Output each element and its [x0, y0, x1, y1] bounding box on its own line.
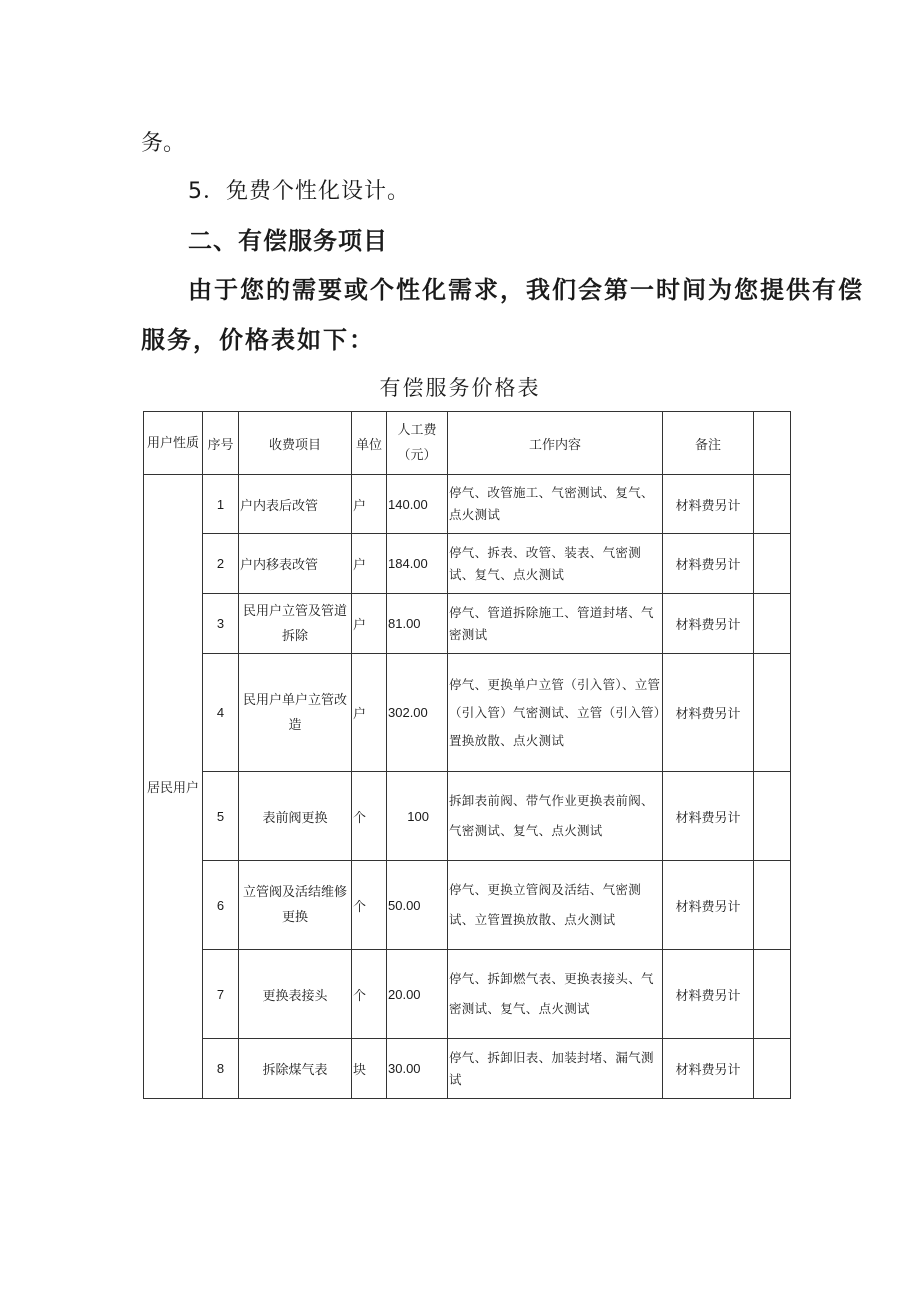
header-item: 收费项目 — [239, 412, 352, 475]
cell-fee: 184.00 — [387, 534, 448, 594]
cell-work: 停气、拆表、改管、装表、气密测试、复气、点火测试 — [448, 534, 663, 594]
cell-seq: 4 — [203, 654, 239, 772]
cell-fee: 81.00 — [387, 594, 448, 654]
cell-seq: 5 — [203, 772, 239, 861]
table-title: 有偿服务价格表 — [379, 376, 541, 400]
cell-work: 停气、拆卸燃气表、更换表接头、气密测试、复气、点火测试 — [448, 950, 663, 1039]
cell-seq: 3 — [203, 594, 239, 654]
table-header-row — [144, 412, 791, 475]
cell-fee: 30.00 — [387, 1039, 448, 1099]
header-extra — [754, 412, 791, 475]
cell-seq: 7 — [203, 950, 239, 1039]
header-seq: 序号 — [203, 412, 239, 475]
cell-fee: 140.00 — [387, 475, 448, 534]
section-heading: 二、有偿服务项目 — [188, 227, 388, 255]
cell-seq: 8 — [203, 1039, 239, 1099]
table-row — [144, 594, 791, 654]
cell-extra — [754, 654, 791, 772]
cell-remark: 材料费另计 — [663, 654, 754, 772]
cell-work: 停气、更换立管阀及活结、气密测试、立管置换放散、点火测试 — [448, 861, 663, 950]
cell-work: 停气、改管施工、气密测试、复气、点火测试 — [448, 475, 663, 534]
header-unit: 单位 — [352, 412, 387, 475]
header-labor-fee: 人工费（元） — [387, 412, 448, 475]
paragraph-line: 务。 — [141, 131, 186, 156]
list-item-free-design: 5．免费个性化设计。 — [188, 179, 410, 204]
table-row — [144, 861, 791, 950]
cell-unit: 个 — [352, 950, 387, 1039]
cell-remark: 材料费另计 — [663, 772, 754, 861]
table-row — [144, 772, 791, 861]
table-row — [144, 950, 791, 1039]
cell-extra — [754, 1039, 791, 1099]
cell-unit: 户 — [352, 654, 387, 772]
cell-fee: 50.00 — [387, 861, 448, 950]
cell-item: 户内移表改管 — [239, 534, 352, 594]
cell-fee: 302.00 — [387, 654, 448, 772]
header-work: 工作内容 — [448, 412, 663, 475]
cell-extra — [754, 594, 791, 654]
cell-seq: 1 — [203, 475, 239, 534]
cell-extra — [754, 772, 791, 861]
cell-extra — [754, 861, 791, 950]
cell-remark: 材料费另计 — [663, 1039, 754, 1099]
cell-item: 民用户单户立管改造 — [239, 654, 352, 772]
paragraph-line: 由于您的需要或个性化需求，我们会第一时间为您提供有偿 — [188, 276, 864, 304]
cell-work: 停气、管道拆除施工、管道封堵、气密测试 — [448, 594, 663, 654]
cell-unit: 块 — [352, 1039, 387, 1099]
cell-unit: 户 — [352, 594, 387, 654]
cell-remark: 材料费另计 — [663, 861, 754, 950]
header-user-type: 用户性质 — [144, 412, 203, 475]
header-remark: 备注 — [663, 412, 754, 475]
cell-item: 拆除煤气表 — [239, 1039, 352, 1099]
cell-unit: 个 — [352, 772, 387, 861]
price-table — [143, 411, 791, 1099]
cell-unit: 户 — [352, 475, 387, 534]
cell-item: 更换表接头 — [239, 950, 352, 1039]
cell-extra — [754, 475, 791, 534]
cell-extra — [754, 950, 791, 1039]
cell-remark: 材料费另计 — [663, 534, 754, 594]
cell-seq: 2 — [203, 534, 239, 594]
cell-seq: 6 — [203, 861, 239, 950]
cell-item: 表前阀更换 — [239, 772, 352, 861]
table-row — [144, 654, 791, 772]
cell-extra — [754, 534, 791, 594]
cell-user-type: 居民用户 — [144, 475, 203, 1099]
table-row — [144, 1039, 791, 1099]
cell-remark: 材料费另计 — [663, 950, 754, 1039]
cell-unit: 个 — [352, 861, 387, 950]
cell-item: 民用户立管及管道拆除 — [239, 594, 352, 654]
paragraph-line: 服务，价格表如下： — [141, 326, 375, 354]
cell-remark: 材料费另计 — [663, 594, 754, 654]
cell-work: 停气、拆卸旧表、加装封堵、漏气测试 — [448, 1039, 663, 1099]
cell-work: 停气、更换单户立管（引入管）、立管（引入管）气密测试、立管（引入管）置换放散、点火测试 — [448, 654, 663, 772]
cell-unit: 户 — [352, 534, 387, 594]
table-row — [144, 534, 791, 594]
cell-work: 拆卸表前阀、带气作业更换表前阀、气密测试、复气、点火测试 — [448, 772, 663, 861]
cell-fee: 20.00 — [387, 950, 448, 1039]
cell-item: 户内表后改管 — [239, 475, 352, 534]
cell-remark: 材料费另计 — [663, 475, 754, 534]
table-row — [144, 475, 791, 534]
cell-item: 立管阀及活结维修更换 — [239, 861, 352, 950]
cell-fee: 100 — [387, 772, 448, 861]
